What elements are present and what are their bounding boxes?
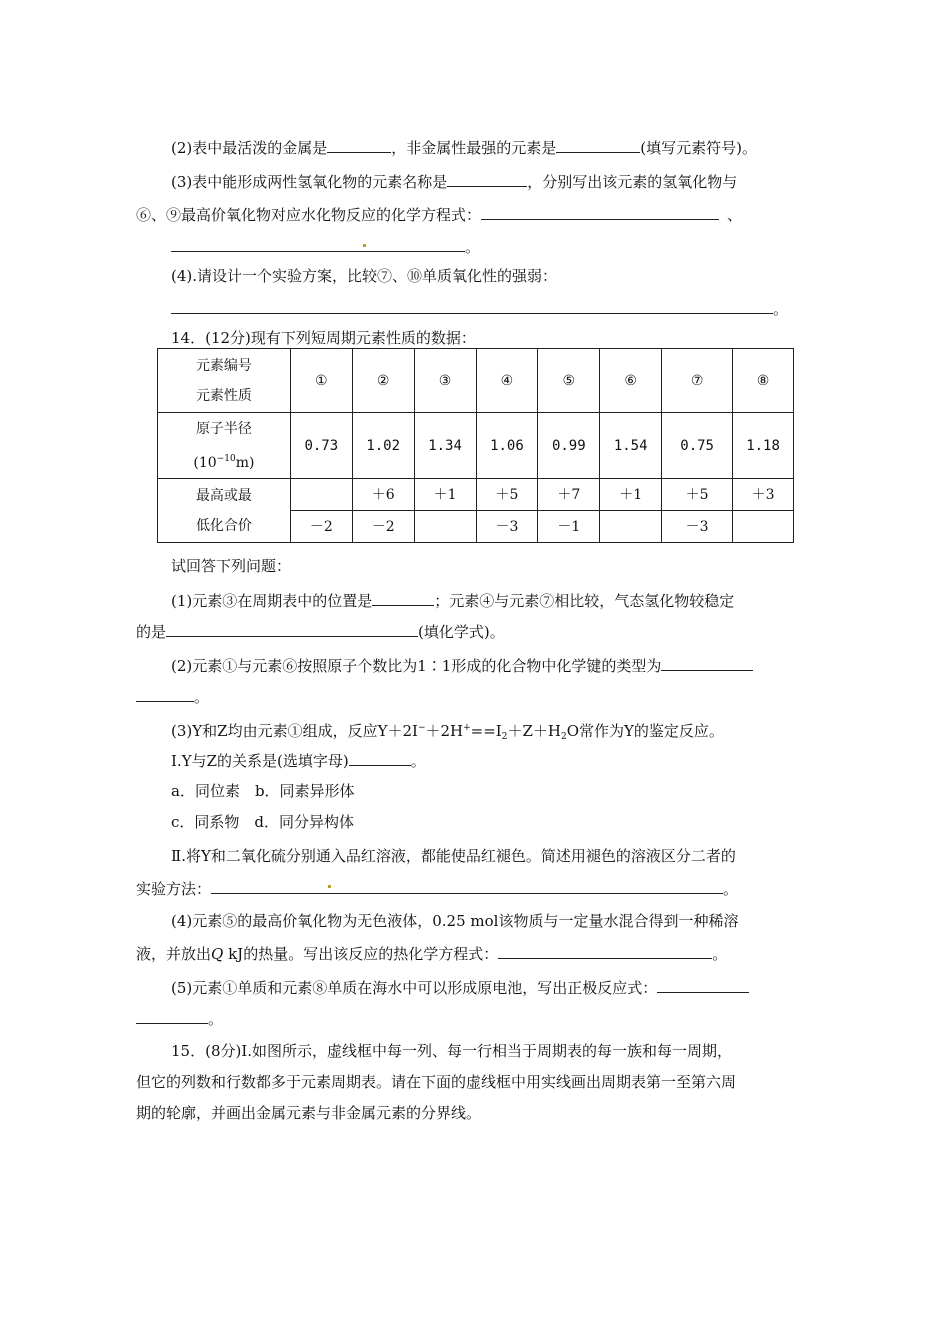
radius-value-cell: 1.18 [733,413,794,479]
atomic-radius-row [158,413,794,479]
max-valence-cell [290,479,352,511]
q15-line3: 期的轮廓，并画出金属元素与非金属元素的分界线。 [136,1104,482,1122]
min-valence-cell [414,511,476,543]
answer-blank[interactable] [171,235,465,252]
radius-value-cell: 1.06 [476,413,538,479]
element-id-cell: ④ [476,349,538,413]
q14-intro: 试回答下列问题： [171,557,292,575]
q13-part3-line2: ⑥、⑨最高价氧化物对应水化物反应的化学方程式： 、 [136,203,742,225]
q13-part3-line1: (3)表中能形成两性氢氧化物的元素名称是 ，分别写出该元素的氢氧化物与 [171,170,737,192]
max-valence-cell: ＋5 [476,479,538,511]
q14-part3-ii-line1: Ⅱ.将Y和二氧化硫分别通入品红溶液，都能使品红褪色。简述用褪色的溶液区分二者的 [171,847,736,865]
valence-label-cell: 最高或最 低化合价 [158,479,291,543]
q13-part4-line1: (4).请设计一个实验方案，比较⑦、⑩单质氧化性的强弱： [171,267,558,285]
element-id-cell: ② [352,349,414,413]
header-cell: 元素编号 元素性质 [158,349,291,413]
radius-value-cell: 0.99 [538,413,600,479]
q14-part3-options-2: c．同系物 d．同分异构体 [171,813,355,831]
q14-title: 14．(12分)现有下列短周期元素性质的数据： [171,329,476,347]
q14-part3-line1: (3)Y和Z均由元素①组成，反应$Y+2I^-+2H^+==I_2+Z+H_2O$常作为Y的鉴定反应。 [171,722,724,742]
min-valence-cell: －2 [290,511,352,543]
min-valence-cell: －3 [476,511,538,543]
speck-mark [328,885,331,888]
answer-blank[interactable] [349,749,411,766]
q14-part4-line2: 液，并放出Q kJ的热量。写出该反应的热化学方程式： 。 [136,942,727,964]
answer-blank[interactable] [136,1007,208,1024]
answer-blank[interactable] [556,136,640,153]
answer-blank[interactable] [171,297,773,314]
q15-line1: 15．(8分)Ⅰ.如图所示，虚线框中每一列、每一行相当于周期表的每一族和每一周期， [171,1042,733,1060]
max-valence-cell: ＋3 [733,479,794,511]
q13-part2-line: (2)表中最活泼的金属是 ，非金属性最强的元素是 (填写元素符号)。 [171,136,757,158]
radius-value-cell: 1.34 [414,413,476,479]
element-id-cell: ⑧ [733,349,794,413]
q14-part2-line1: (2)元素①与元素⑥按照原子个数比为1∶1形成的化合物中化学键的类型为 [171,654,753,676]
q14-part2-line2: 。 [136,685,209,707]
max-valence-cell: ＋6 [352,479,414,511]
answer-blank[interactable] [481,203,719,220]
element-id-cell: ⑥ [600,349,662,413]
q14-part1-line2: 的是 (填化学式)。 [136,620,505,642]
answer-blank[interactable] [447,170,527,187]
radius-value-cell: 1.02 [352,413,414,479]
answer-blank[interactable] [661,654,753,671]
q13-part3-line3: 。 [171,235,480,257]
element-id-cell: ③ [414,349,476,413]
min-valence-cell [733,511,794,543]
radius-value-cell: 0.75 [662,413,733,479]
answer-blank[interactable] [498,942,712,959]
answer-blank[interactable] [657,976,749,993]
q13-part4-line2: 。 [171,297,788,319]
min-valence-cell: －2 [352,511,414,543]
max-valence-cell: ＋5 [662,479,733,511]
radius-value-cell: 1.54 [600,413,662,479]
max-valence-cell: ＋1 [414,479,476,511]
q15-line2: 但它的列数和行数都多于元素周期表。请在下面的虚线框中用实线画出周期表第一至第六周 [136,1073,737,1091]
min-valence-cell [600,511,662,543]
answer-blank[interactable] [327,136,391,153]
q14-part5-line1: (5)元素①单质和元素⑧单质在海水中可以形成原电池，写出正极反应式： [171,976,749,998]
element-property-table [157,348,794,543]
max-valence-row [158,479,794,511]
speck-mark [363,244,366,247]
radius-value-cell: 0.73 [290,413,352,479]
answer-blank[interactable] [372,589,434,606]
max-valence-cell: ＋1 [600,479,662,511]
min-valence-cell: －3 [662,511,733,543]
element-id-cell: ⑦ [662,349,733,413]
answer-blank[interactable] [211,877,723,894]
element-id-cell: ① [290,349,352,413]
max-valence-cell: ＋7 [538,479,600,511]
q14-part3-i: Ⅰ.Y与Z的关系是(选填字母) 。 [171,749,426,771]
table-header-row [158,349,794,413]
q14-part3-ii-line2: 实验方法： 。 [136,877,738,899]
q14-part3-options-1: a．同位素 b．同素异形体 [171,782,355,800]
q14-part5-line2: 。 [136,1007,223,1029]
answer-blank[interactable] [166,620,418,637]
q14-part4-line1: (4)元素⑤的最高价氧化物为无色液体，0.25 mol该物质与一定量水混合得到一种稀溶 [171,912,739,930]
answer-blank[interactable] [136,685,194,702]
element-id-cell: ⑤ [538,349,600,413]
radius-label-cell: 原子半径 $(10^{-10}m)$ [158,413,291,479]
min-valence-cell: －1 [538,511,600,543]
q14-part1-line1: (1)元素③在周期表中的位置是 ；元素④与元素⑦相比较，气态氢化物较稳定 [171,589,734,611]
